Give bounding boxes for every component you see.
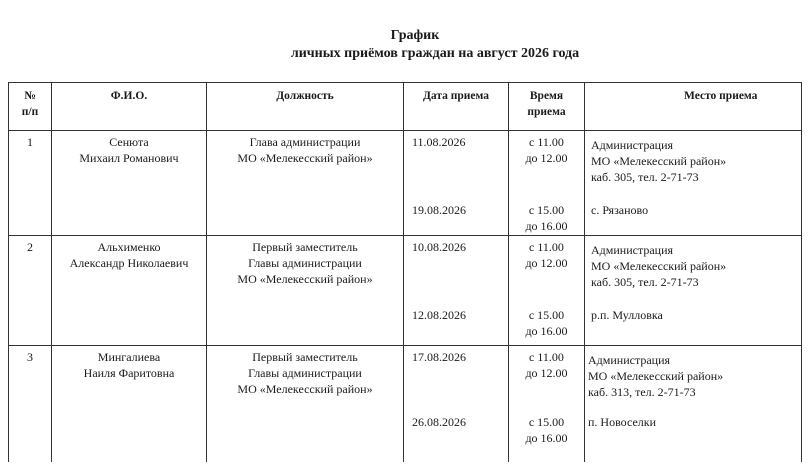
time-line: до 16.00 <box>525 431 568 445</box>
page-subtitle: личных приёмов граждан на август 2026 года <box>290 46 580 61</box>
fio-line: Мингалиева <box>97 350 161 364</box>
table-rule <box>8 82 802 83</box>
position-line: МО «Мелекесский район» <box>237 272 373 286</box>
position-line: Глава администрации <box>249 135 361 149</box>
header-time-line: Время <box>529 90 564 102</box>
row-position <box>207 134 403 166</box>
fio-line: Альхименко <box>97 240 161 254</box>
header-num-line: п/п <box>21 106 39 118</box>
place-line: р.п. Мулловка <box>591 308 663 322</box>
time-line: с 15.00 <box>528 308 565 322</box>
time-line: до 12.00 <box>525 256 568 270</box>
time-line: с 11.00 <box>529 350 564 364</box>
time-line: с 11.00 <box>529 240 564 254</box>
time-line: до 16.00 <box>525 324 568 338</box>
table-rule <box>8 130 802 131</box>
time-line: с 15.00 <box>528 203 565 217</box>
fio-line: Наиля Фаритовна <box>83 366 175 380</box>
position-line: Главы администрации <box>248 366 362 380</box>
row-date: 17.08.2026 <box>412 350 466 364</box>
schedule-table <box>8 82 802 462</box>
place-line: Администрация <box>591 138 674 152</box>
table-rule <box>584 82 585 462</box>
position-line: Первый заместитель <box>252 240 358 254</box>
place-line: Администрация <box>591 243 674 257</box>
place-line: каб. 313, тел. 2-71-73 <box>588 385 696 399</box>
row-date: 11.08.2026 <box>412 135 466 149</box>
row-time <box>509 307 584 339</box>
position-line: МО «Мелекесский район» <box>237 382 373 396</box>
place-line: каб. 305, тел. 2-71-73 <box>591 170 699 184</box>
place-line: с. Рязаново <box>591 203 649 217</box>
time-line: до 16.00 <box>525 219 568 233</box>
header-time <box>509 88 584 120</box>
row-date: 19.08.2026 <box>412 203 466 217</box>
position-line: МО «Мелекесский район» <box>237 151 373 165</box>
header-place: Место приема <box>684 90 758 102</box>
fio-line: Александр Николаевич <box>69 256 189 270</box>
place-line: МО «Мелекесский район» <box>588 369 724 383</box>
time-line: до 12.00 <box>525 151 568 165</box>
row-time <box>509 239 584 271</box>
place-line: каб. 305, тел. 2-71-73 <box>591 275 699 289</box>
row-place <box>588 414 656 430</box>
row-num: 2 <box>27 240 33 254</box>
table-rule <box>403 82 404 462</box>
fio-line: Михаил Романович <box>79 151 179 165</box>
row-num: 3 <box>27 350 33 364</box>
table-rule <box>8 235 802 236</box>
row-place <box>591 137 726 185</box>
header-num <box>9 88 51 120</box>
row-time <box>509 349 584 381</box>
place-line: п. Новоселки <box>588 415 657 429</box>
row-date: 26.08.2026 <box>412 415 466 429</box>
row-date: 12.08.2026 <box>412 308 466 322</box>
header-date: Дата приема <box>422 90 490 102</box>
place-line: МО «Мелекесский район» <box>591 259 727 273</box>
table-rule <box>801 82 802 462</box>
table-rule <box>8 345 802 346</box>
place-line: МО «Мелекесский район» <box>591 154 727 168</box>
row-num: 1 <box>27 135 33 149</box>
row-fio <box>52 349 206 381</box>
position-line: Первый заместитель <box>252 350 358 364</box>
fio-line: Сенюта <box>109 135 149 149</box>
row-fio <box>52 134 206 166</box>
row-position <box>207 349 403 397</box>
row-fio <box>52 239 206 271</box>
place-line: Администрация <box>588 353 671 367</box>
row-time <box>509 202 584 234</box>
time-line: до 12.00 <box>525 366 568 380</box>
time-line: с 15.00 <box>528 415 565 429</box>
row-time <box>509 134 584 166</box>
header-fio: Ф.И.О. <box>110 90 148 102</box>
time-line: с 11.00 <box>529 135 564 149</box>
row-place <box>588 352 723 400</box>
header-position: Должность <box>276 90 334 102</box>
row-place <box>591 242 726 290</box>
row-place <box>591 202 648 218</box>
row-date: 10.08.2026 <box>412 240 466 254</box>
position-line: Главы администрации <box>248 256 362 270</box>
page-title: График <box>390 28 440 43</box>
header-time-line: приема <box>527 106 566 118</box>
row-time <box>509 414 584 446</box>
row-place <box>591 307 663 323</box>
row-position <box>207 239 403 287</box>
header-num-line: № <box>24 90 36 102</box>
